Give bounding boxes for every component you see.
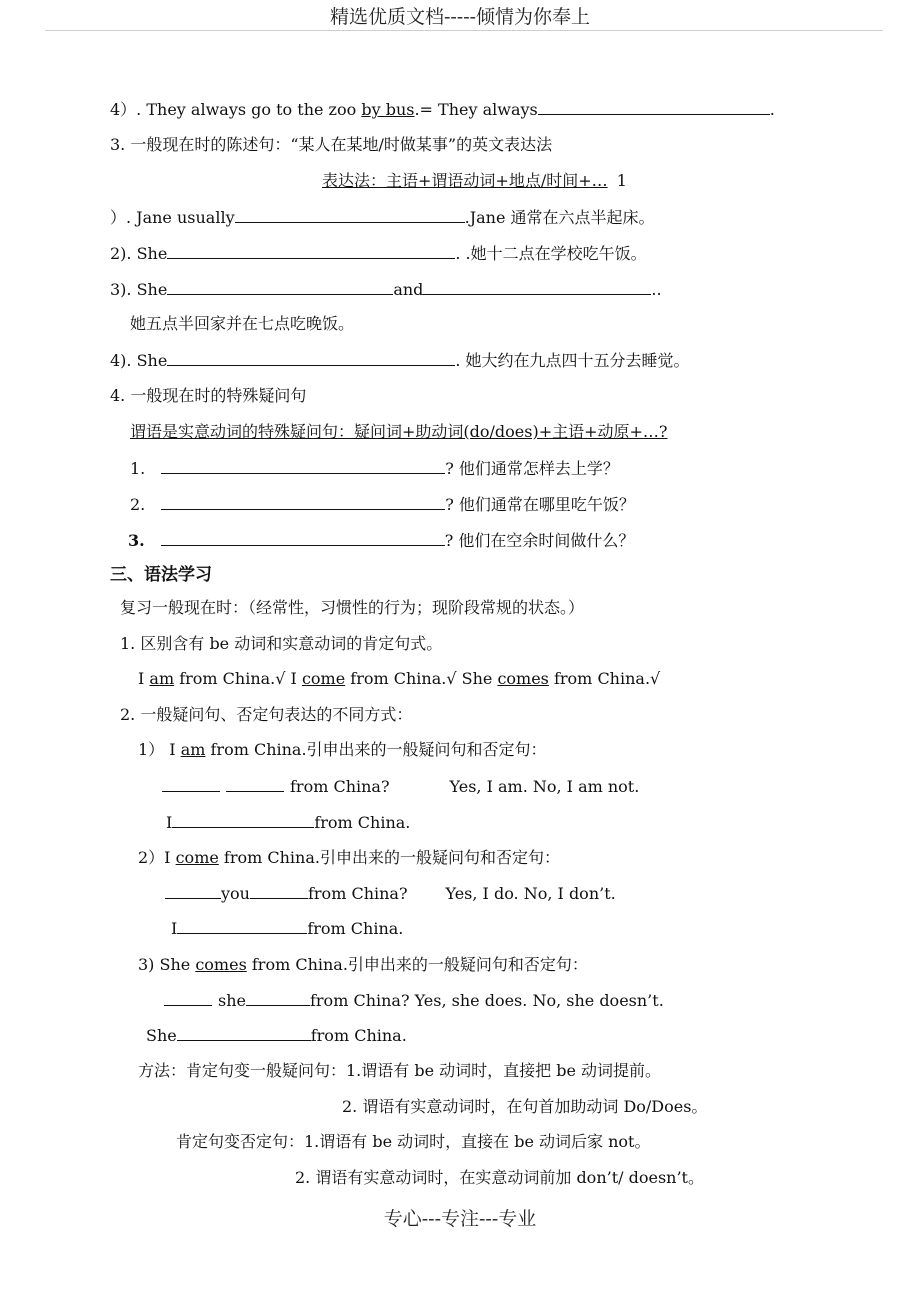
text-segment: from China.引申出来的一般疑问句和否定句：	[246, 955, 588, 974]
affirmative-examples	[138, 669, 660, 689]
page-header: 精选优质文档-----倾情为你奉上	[329, 6, 591, 28]
answer-blank[interactable]	[164, 990, 212, 1006]
special-question-rule	[130, 422, 668, 442]
sub-point-2-question	[165, 883, 616, 904]
text-segment: from China.引申出来的一般疑问句和否定句：	[218, 848, 560, 867]
question-number: 1.	[130, 459, 146, 478]
answer-blank[interactable]	[423, 279, 651, 295]
sentence-1	[110, 207, 655, 228]
text-segment: you	[221, 884, 250, 903]
answer-blank[interactable]	[172, 812, 314, 828]
text-segment: from China.√ She	[345, 669, 498, 688]
sub-point-2-negative	[171, 918, 403, 939]
text-segment: from China.引申出来的一般疑问句和否定句：	[205, 740, 547, 759]
text-segment: ? 他们在空余时间做什么？	[444, 531, 635, 550]
text-segment: from China.√	[548, 669, 661, 688]
text-segment: from China?	[307, 884, 408, 903]
point-1: 1. 区别含有 be 动词和实意动词的肯定句式。	[120, 634, 443, 653]
answer-blank[interactable]	[162, 776, 220, 792]
text-segment: from China.	[307, 919, 404, 938]
text-segment: . 她大约在九点四十五分去睡觉。	[455, 351, 690, 370]
underlined-verb: comes	[497, 669, 549, 688]
sentence-3-translation: 她五点半回家并在七点吃晚饭。	[130, 314, 355, 333]
text-segment: ）. Jane usually	[110, 208, 235, 227]
section-title: 三、语法学习	[110, 565, 212, 585]
text-segment: I	[166, 813, 173, 832]
text-segment: . .她十二点在学校吃午饭。	[455, 244, 647, 263]
sub-point-3	[138, 955, 588, 975]
text-segment: Yes, I am. No, I am not.	[449, 777, 640, 796]
expression-formula	[322, 171, 627, 191]
method-line-2: 2. 谓语有实意动词时，在句首加助动词 Do/Does。	[342, 1097, 708, 1116]
method-line-1: 方法：肯定句变一般疑问句：1.谓语有 be 动词时，直接把 be 动词提前。	[138, 1061, 662, 1080]
answer-blank[interactable]	[167, 350, 455, 366]
review-note: 复习一般现在时：（经常性，习惯性的行为；现阶段常规的状态。）	[120, 598, 585, 617]
text-segment: I	[138, 669, 150, 688]
answer-blank[interactable]	[538, 99, 770, 115]
sub-point-3-question	[164, 990, 664, 1011]
text-segment: from China.	[310, 1026, 407, 1045]
text-segment: .= They always	[414, 100, 538, 119]
text-segment: .Jane 通常在六点半起床。	[464, 208, 655, 227]
exercise-line-4	[110, 99, 775, 120]
answer-blank[interactable]	[161, 530, 445, 546]
text-segment: ..	[651, 280, 662, 299]
sub-point-2	[138, 848, 560, 868]
answer-blank[interactable]	[167, 243, 455, 259]
underlined-verb: come	[175, 848, 219, 867]
text-segment: .	[769, 100, 775, 119]
text-segment: 2）I	[138, 848, 176, 867]
text-segment: from China?	[290, 777, 390, 796]
text-segment: she	[218, 991, 246, 1010]
answer-blank[interactable]	[177, 1025, 311, 1041]
text-segment: and	[393, 280, 424, 299]
rule-text: 谓语是实意动词的特殊疑问句：疑问词+助动词(do/does)+主语+动原+…?	[130, 422, 668, 441]
text-segment: ? 他们通常怎样去上学？	[445, 459, 619, 478]
text-segment: 4). She	[110, 351, 168, 370]
text-segment: 4）. They always go to the zoo	[110, 100, 362, 119]
text-segment: Yes, I do. No, I don’t.	[445, 884, 616, 903]
question-number: 2.	[130, 495, 146, 514]
method-line-3: 肯定句变否定句：1.谓语有 be 动词时，直接在 be 动词后家 not。	[176, 1132, 651, 1151]
sub-point-1-negative	[166, 812, 410, 833]
text-segment: She	[146, 1026, 177, 1045]
page-footer: 专心---专注---专业	[383, 1208, 537, 1230]
answer-blank[interactable]	[246, 990, 310, 1006]
header-divider	[45, 30, 883, 31]
sentence-2	[110, 243, 647, 264]
question-3	[128, 530, 634, 551]
question-number: 3.	[128, 531, 145, 550]
question-2	[130, 494, 635, 515]
text-segment: I	[171, 919, 178, 938]
text-segment: from China.√ I	[174, 669, 302, 688]
answer-blank[interactable]	[161, 458, 445, 474]
text-segment: from China? Yes, she does. No, she doesn’t.	[309, 991, 664, 1010]
answer-blank[interactable]	[226, 776, 284, 792]
underlined-phrase: by bus	[361, 100, 415, 119]
answer-blank[interactable]	[235, 207, 465, 223]
item-3-heading: 3. 一般现在时的陈述句：“某人在某地/时做某事”的英文表达法	[110, 135, 553, 154]
point-2: 2. 一般疑问句、否定句表达的不同方式：	[120, 705, 413, 724]
item-number: 1	[616, 171, 627, 190]
text-segment: 3). She	[110, 280, 168, 299]
text-segment: 1） I	[138, 740, 181, 759]
underlined-verb: comes	[195, 955, 247, 974]
sub-point-1	[138, 740, 547, 760]
question-1	[130, 458, 619, 479]
text-segment: 3) She	[138, 955, 196, 974]
answer-blank[interactable]	[167, 279, 393, 295]
underlined-verb: am	[149, 669, 175, 688]
item-4-heading: 4. 一般现在时的特殊疑问句	[110, 386, 307, 405]
underlined-verb: am	[180, 740, 206, 759]
text-segment: from China.	[314, 813, 411, 832]
sentence-4	[110, 350, 690, 371]
sentence-3	[110, 279, 662, 300]
text-segment: ? 他们通常在哪里吃午饭？	[445, 495, 635, 514]
answer-blank[interactable]	[161, 494, 445, 510]
sub-point-1-question	[162, 776, 639, 797]
formula-text: 表达法：主语+谓语动词+地点/时间+…	[322, 171, 608, 190]
answer-blank[interactable]	[165, 883, 221, 899]
sub-point-3-negative	[146, 1025, 407, 1046]
method-line-4: 2. 谓语有实意动词时，在实意动词前加 don’t/ doesn’t。	[295, 1168, 704, 1187]
text-segment: 2). She	[110, 244, 168, 263]
answer-blank[interactable]	[250, 883, 308, 899]
answer-blank[interactable]	[177, 918, 307, 934]
underlined-verb: come	[301, 669, 346, 688]
